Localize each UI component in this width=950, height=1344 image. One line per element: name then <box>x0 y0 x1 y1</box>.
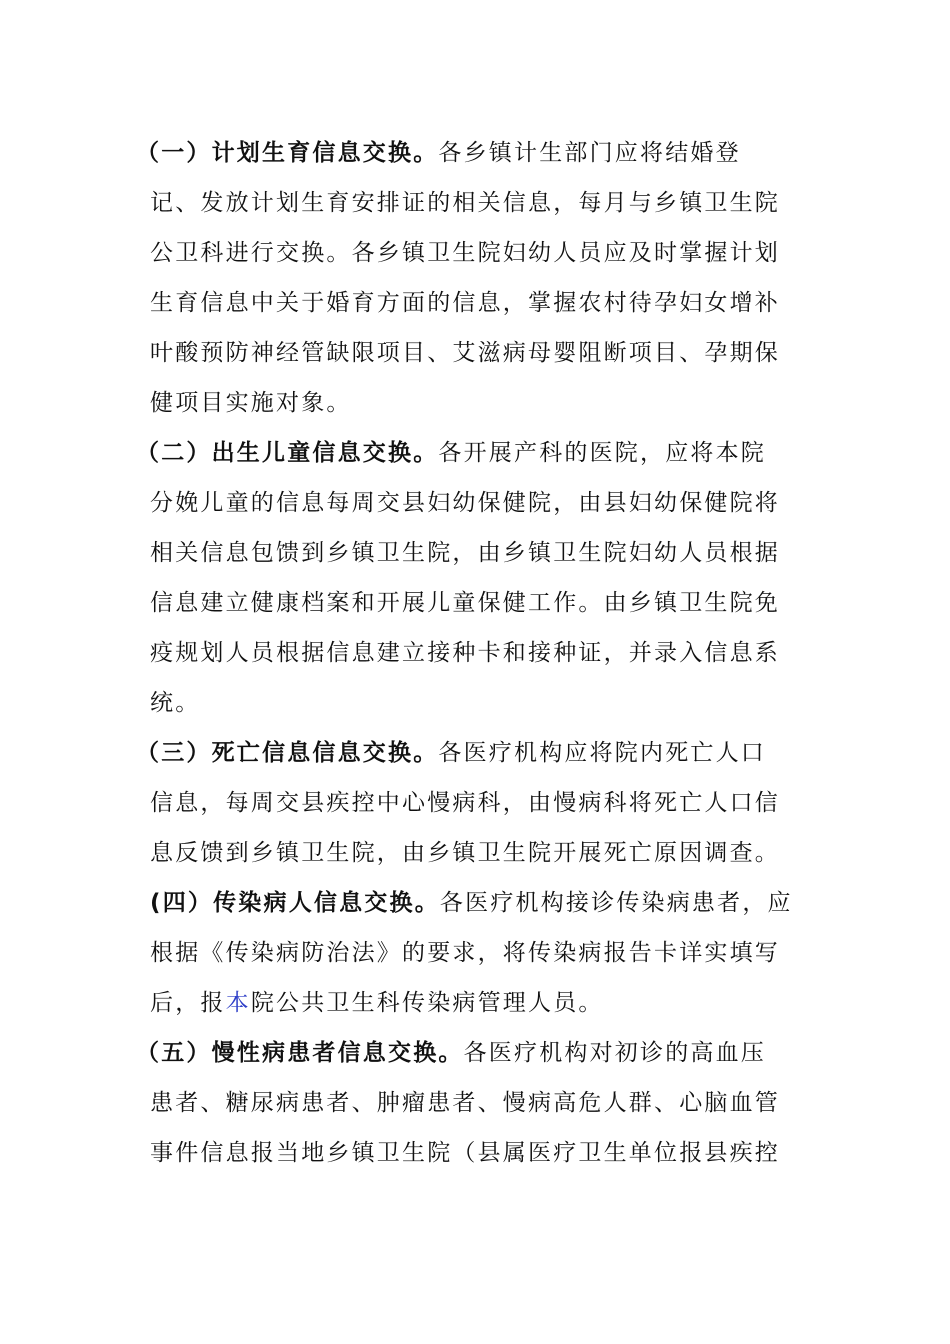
section-1-heading: （一）计划生育信息交换。 <box>136 140 439 166</box>
paragraph-3-line-3: 息反馈到乡镇卫生院，由乡镇卫生院开展死亡原因调查。 <box>150 840 780 866</box>
paragraph-2-line-3: 相关信息包馈到乡镇卫生院，由乡镇卫生院妇幼人员根据 <box>150 540 780 566</box>
paragraph-4-line-2: 根据《传染病防治法》的要求，将传染病报告卡详实填写 <box>150 940 780 966</box>
paragraph-5-line-3: 事件信息报当地乡镇卫生院（县属医疗卫生单位报县疾控 <box>150 1140 780 1166</box>
paragraph-5-line-1 <box>136 1033 796 1073</box>
paragraph-2-line-2: 分娩儿童的信息每周交县妇幼保健院，由县妇幼保健院将 <box>150 490 780 516</box>
section-4-last-text-post: 院公共卫生科传染病管理人员。 <box>250 990 604 1016</box>
section-4-last-text-pre: 后，报 <box>150 990 226 1016</box>
paragraph-4-line-3 <box>150 983 810 1023</box>
paragraph-2-line-4: 信息建立健康档案和开展儿童保健工作。由乡镇卫生院免 <box>150 590 780 616</box>
section-4-text: 各医疗机构接诊传染病患者，应 <box>439 890 793 916</box>
paragraph-1-line-3: 公卫科进行交换。各乡镇卫生院妇幼人员应及时掌握计划 <box>150 240 780 266</box>
section-3-text: 各医疗机构应将院内死亡人口 <box>438 740 767 766</box>
paragraph-2-line-5: 疫规划人员根据信息建立接种卡和接种证，并录入信息系 <box>150 640 780 666</box>
paragraph-4-line-1 <box>150 883 810 923</box>
paragraph-1-line-2: 记、发放计划生育安排证的相关信息，每月与乡镇卫生院 <box>150 190 780 216</box>
section-1-text: 各乡镇计生部门应将结婚登 <box>438 140 741 166</box>
paragraph-1-line-6: 健项目实施对象。 <box>150 390 352 416</box>
paragraph-1-line-5: 叶酸预防神经管缺限项目、艾滋病母婴阻断项目、孕期保 <box>150 340 780 366</box>
section-3-heading: （三）死亡信息信息交换。 <box>136 740 439 766</box>
paragraph-2-line-6: 统。 <box>150 690 201 716</box>
section-5-text: 各医疗机构对初诊的高血压 <box>463 1040 767 1066</box>
section-5-heading: （五）慢性病患者信息交换。 <box>136 1040 464 1066</box>
paragraph-5-line-2: 患者、糖尿病患者、肿瘤患者、慢病高危人群、心脑血管 <box>150 1090 780 1116</box>
paragraph-2-line-1 <box>136 433 796 473</box>
section-2-text: 各开展产科的医院，应将本院 <box>438 440 767 466</box>
paragraph-1-line-1 <box>136 133 796 173</box>
paragraph-3-line-2: 信息，每周交县疾控中心慢病科，由慢病科将死亡人口信 <box>150 790 780 816</box>
section-4-heading: (四）传染病人信息交换。 <box>150 890 440 916</box>
hyperlink-text[interactable]: 本 <box>225 990 251 1016</box>
paragraph-3-line-1 <box>136 733 796 773</box>
section-2-heading: （二）出生儿童信息交换。 <box>136 440 439 466</box>
paragraph-1-line-4: 生育信息中关于婚育方面的信息，掌握农村待孕妇女增补 <box>150 290 780 316</box>
